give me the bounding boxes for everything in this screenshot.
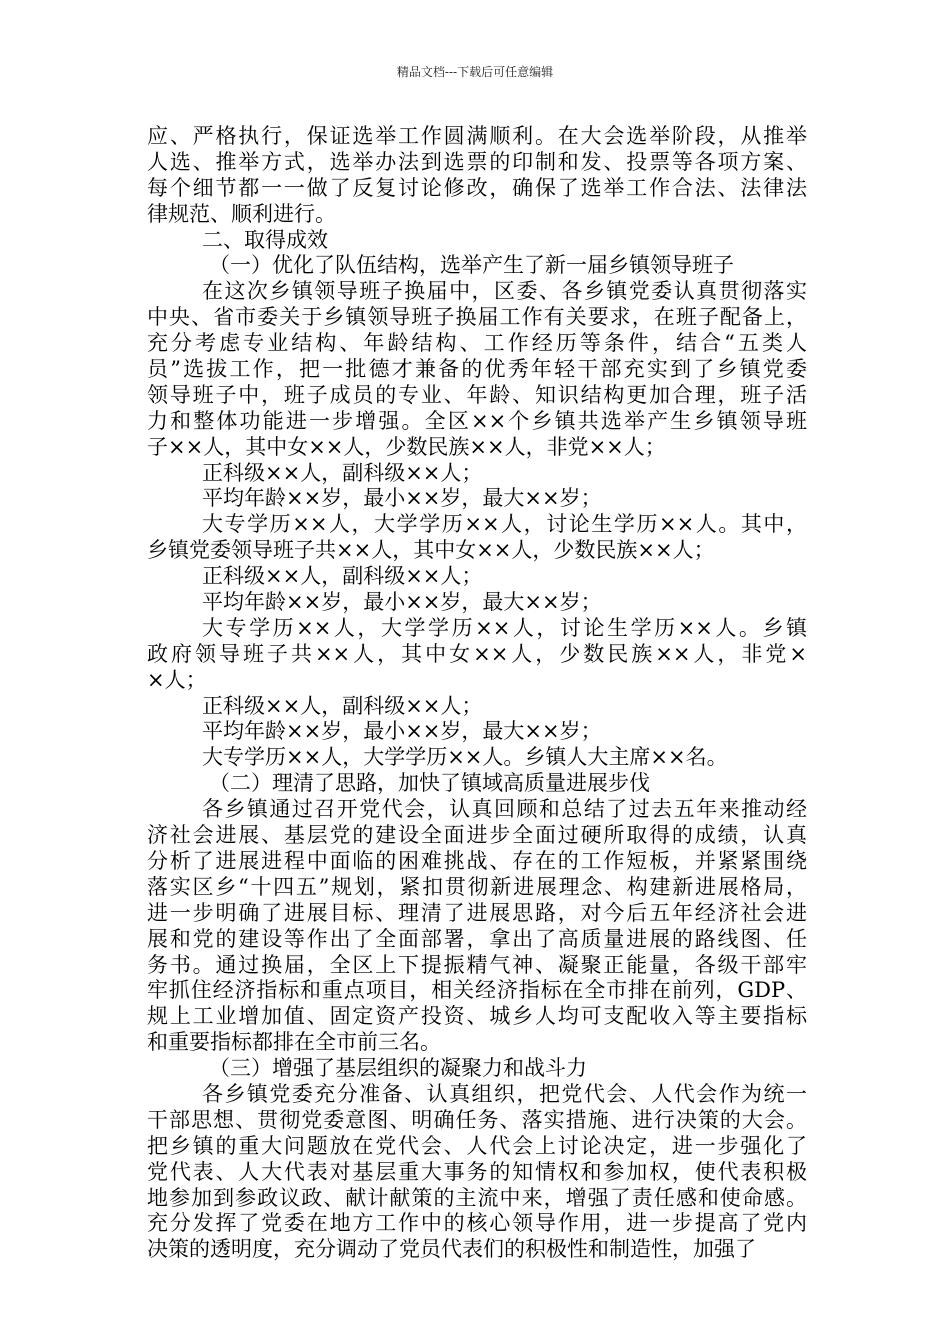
text-line: 和重要指标都排在全市前三名。 xyxy=(147,1030,441,1055)
paragraph xyxy=(147,797,807,1056)
text-line: 律规范、顺利进行。 xyxy=(147,201,336,226)
text-line: 平均年龄××岁，最小××岁，最大××岁； xyxy=(202,590,602,615)
text-line: 力和整体功能进一步增强。全区××个乡镇共选举产生乡镇领导班 xyxy=(147,408,807,433)
paragraph xyxy=(147,694,807,720)
text-line: 平均年龄××岁，最小××岁，最大××岁； xyxy=(202,486,602,511)
text-line: 展和党的建设等作出了全面部署，拿出了高质量进展的路线图、任 xyxy=(147,926,807,951)
text-line: 决策的透明度，充分调动了党员代表们的积极性和制造性，加强了 xyxy=(147,1237,756,1262)
text-line: 员”选拔工作，把一批德才兼备的优秀年轻干部充实到了乡镇党委 xyxy=(147,357,807,382)
text-line: 大专学历××人，大学学历××人，讨论生学历××人。其中， xyxy=(202,512,807,537)
paragraph xyxy=(147,719,807,745)
text-line: 大专学历××人，大学学历××人，讨论生学历××人。乡镇 xyxy=(202,615,807,640)
text-line: 领导班子中，班子成员的专业、年龄、知识结构更加合理，班子活 xyxy=(147,382,807,407)
text-line: （三）增强了基层组织的凝聚力和战斗力 xyxy=(209,1056,587,1081)
text-line: 大专学历××人，大学学历××人。乡镇人大主席××名。 xyxy=(202,745,728,770)
text-line: 分析了进展进程中面临的困难挑战、存在的工作短板，并紧紧围绕 xyxy=(147,848,807,873)
text-line: 政府领导班子共××人，其中女××人，少数民族××人，非党× xyxy=(147,641,807,666)
paragraph xyxy=(147,590,807,616)
text-line: 应、严格执行，保证选举工作圆满顺利。在大会选举阶段，从推举 xyxy=(147,124,807,148)
paragraph xyxy=(147,461,807,487)
paragraph xyxy=(147,616,807,694)
text-line: 每个细节都一一做了反复讨论修改，确保了选举工作合法、法律法 xyxy=(147,175,807,200)
text-line: 落实区乡“十四五”规划，紧扣贯彻新进展理念、构建新进展格局， xyxy=(147,874,807,899)
text-line: 中央、省市委关于乡镇领导班子换届工作有关要求，在班子配备上， xyxy=(147,305,807,330)
text-line: 平均年龄××岁，最小××岁，最大××岁； xyxy=(202,719,602,744)
text-line: 在这次乡镇领导班子换届中，区委、各乡镇党委认真贯彻落实 xyxy=(202,279,807,304)
paragraph xyxy=(147,512,807,564)
text-line: 乡镇党委领导班子共××人，其中女××人，少数民族××人； xyxy=(147,538,715,563)
paragraph xyxy=(147,564,807,590)
text-line: 人选、推举方式，选举办法到选票的印制和发、投票等各项方案、 xyxy=(147,149,807,174)
text-line: 地参加到参政议政、献计献策的主流中来，增强了责任感和使命感。 xyxy=(147,1185,807,1210)
paragraph xyxy=(147,124,807,228)
page-header: 精品文档---下载后可任意编辑 xyxy=(396,65,554,79)
paragraph xyxy=(147,486,807,512)
paragraph xyxy=(147,1082,807,1263)
text-line: 正科级××人，副科级××人； xyxy=(202,693,483,718)
text-line: 充分考虑专业结构、年龄结构、工作经历等条件，结合“五类人 xyxy=(147,331,807,356)
text-line: 正科级××人，副科级××人； xyxy=(202,460,483,485)
text-line: 充分发挥了党委在地方工作中的核心领导作用，进一步提高了党内 xyxy=(147,1211,807,1236)
text-line: 干部思想、贯彻党委意图、明确任务、落实措施、进行决策的大会。 xyxy=(147,1107,807,1132)
text-line: （一）优化了队伍结构，选举产生了新一届乡镇领导班子 xyxy=(209,253,734,278)
text-line: ×人； xyxy=(147,667,207,692)
text-line: 各乡镇通过召开党代会，认真回顾和总结了过去五年来推动经 xyxy=(202,797,807,822)
text-line: 济社会进展、基层党的建设全面进步全面过硬所取得的成绩，认真 xyxy=(147,823,807,848)
text-line: 正科级××人，副科级××人； xyxy=(202,564,483,589)
subsection-heading xyxy=(147,253,807,279)
text-line: 进一步明确了进展目标、理清了进展思路，对今后五年经济社会进 xyxy=(147,900,807,925)
text-line: 把乡镇的重大问题放在党代会、人代会上讨论决定，进一步强化了 xyxy=(147,1133,807,1158)
section-heading xyxy=(147,228,807,254)
text-line: 党代表、人大代表对基层重大事务的知情权和参加权，使代表积极 xyxy=(147,1159,807,1184)
text-line: 规上工业增加值、固定资产投资、城乡人均可支配收入等主要指标 xyxy=(147,1004,807,1029)
document-body xyxy=(147,124,807,1263)
subsection-heading xyxy=(147,1056,807,1082)
text-line: 子××人，其中女××人，少数民族××人，非党××人； xyxy=(147,434,666,459)
text-line: 牢抓住经济指标和重点项目，相关经济指标在全市排在前列，GDP、 xyxy=(147,978,807,1003)
text-line: 各乡镇党委充分准备、认真组织，把党代会、人代会作为统一 xyxy=(202,1081,807,1106)
text-line: 务书。通过换届，全区上下提振精气神、凝聚正能量，各级干部牢 xyxy=(147,952,807,977)
subsection-heading xyxy=(147,771,807,797)
paragraph xyxy=(147,279,807,460)
text-line: （二）理清了思路，加快了镇域高质量进展步伐 xyxy=(209,771,650,796)
text-line: 二、取得成效 xyxy=(202,227,328,252)
paragraph xyxy=(147,745,807,771)
